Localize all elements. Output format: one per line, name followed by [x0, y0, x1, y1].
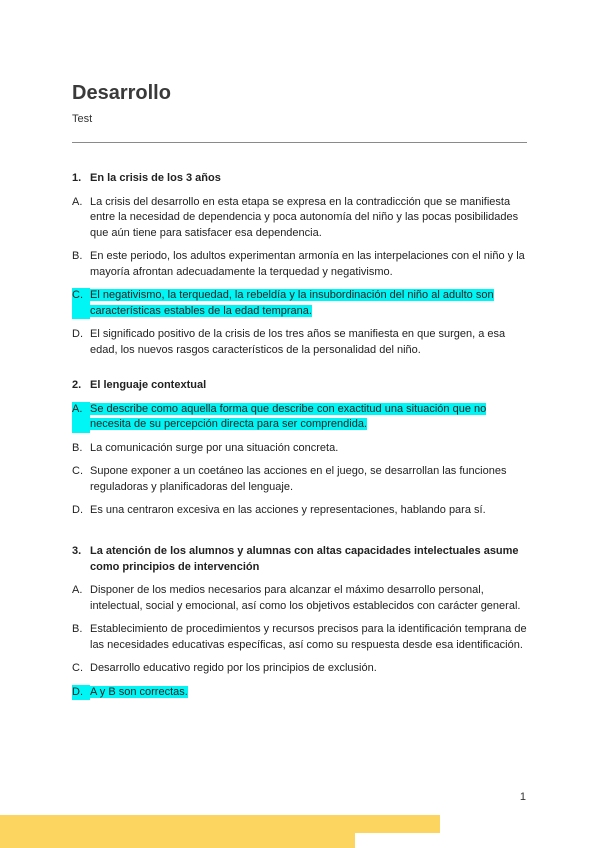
- option-text: Supone exponer a un coetáneo las acciones en el juego, se desarrollan las funciones reguladoras y planificadoras del lenguaje.: [90, 465, 507, 493]
- option-d-correct: [72, 685, 527, 701]
- question-1: [72, 171, 527, 366]
- option-text-highlighted: El negativismo, la terquedad, la rebeldía y la insubordinación del niño al adulto son características estables de la edad temprana.: [90, 289, 494, 317]
- option-text: La crisis del desarrollo en esta etapa se expresa en la contradicción que se manifiesta entre la necesidad de dependencia y poca autonomía del niño y las pocas posibilidades que aún tiene para satisfacer esa dependencia.: [90, 195, 519, 239]
- option-text: La comunicación surge por una situación concreta.: [90, 441, 339, 454]
- option-a: [72, 195, 527, 242]
- option-letter: B.: [72, 441, 83, 454]
- question-3: [72, 544, 527, 708]
- option-c: [72, 661, 527, 677]
- option-letter: C.: [72, 662, 83, 674]
- option-text: Establecimiento de procedimientos y recursos precisos para la identificación temprana de las necesidades educativas específicas, así como su respuesta desde esa identificación.: [90, 623, 527, 651]
- option-d: [72, 503, 527, 519]
- option-text: En este periodo, los adultos experimentan armonía en las interpelaciones con el niño y la mayoría afrontan adecuadamente la terquedad y negativismo.: [90, 250, 525, 278]
- question-number: 2.: [72, 379, 82, 391]
- option-letter: A.: [72, 195, 83, 208]
- option-letter: C.: [72, 465, 83, 477]
- option-text: Desarrollo educativo regido por los principios de exclusión.: [90, 662, 377, 674]
- option-letter: D.: [72, 685, 90, 701]
- option-text-highlighted: Se describe como aquella forma que describe con exactitud una situación que no necesita de su percepción directa para ser comprendida.: [90, 402, 487, 430]
- option-text: Es una centraron excesiva en las acciones y representaciones, hablando para sí.: [90, 504, 486, 516]
- option-b: [72, 441, 527, 457]
- option-text: Disponer de los medios necesarios para alcanzar el máximo desarrollo personal, intelectual, social y emocional, así como los objetivos establecidos con carácter general.: [90, 584, 521, 612]
- document-subtitle: Test: [72, 113, 93, 125]
- question-2: [72, 378, 527, 527]
- page-number: 1: [519, 791, 526, 803]
- option-letter: A.: [72, 584, 83, 596]
- question-text: En la crisis de los 3 años: [90, 172, 221, 184]
- option-letter: A.: [72, 402, 90, 433]
- option-a: [72, 583, 527, 614]
- title-divider: [72, 142, 527, 143]
- option-letter: B.: [72, 250, 83, 262]
- option-c: [72, 464, 527, 495]
- option-text-highlighted: A y B son correctas.: [90, 685, 188, 698]
- option-letter: B.: [72, 623, 83, 635]
- question-title: [72, 378, 527, 394]
- footer-decoration-band: [0, 833, 355, 848]
- question-title: [72, 544, 527, 575]
- option-b: [72, 249, 527, 280]
- option-d: [72, 327, 527, 358]
- question-title: [72, 171, 527, 187]
- question-number: 3.: [72, 545, 82, 557]
- option-text: El significado positivo de la crisis de los tres años se manifiesta en que surgen, a esa edad, los nuevos rasgos característicos de la personalidad del niño.: [90, 328, 506, 356]
- footer-decoration-band: [0, 815, 440, 833]
- document-title: Desarrollo: [72, 82, 171, 104]
- option-letter: C.: [72, 288, 90, 319]
- question-number: 1.: [72, 172, 82, 184]
- option-letter: D.: [72, 504, 83, 516]
- option-c-correct: [72, 288, 527, 319]
- question-text: El lenguaje contextual: [90, 379, 207, 391]
- option-a-correct: [72, 402, 527, 433]
- question-text: La atención de los alumnos y alumnas con altas capacidades intelectuales asume como principios de intervención: [90, 545, 519, 573]
- option-b: [72, 622, 527, 653]
- option-letter: D.: [72, 328, 83, 340]
